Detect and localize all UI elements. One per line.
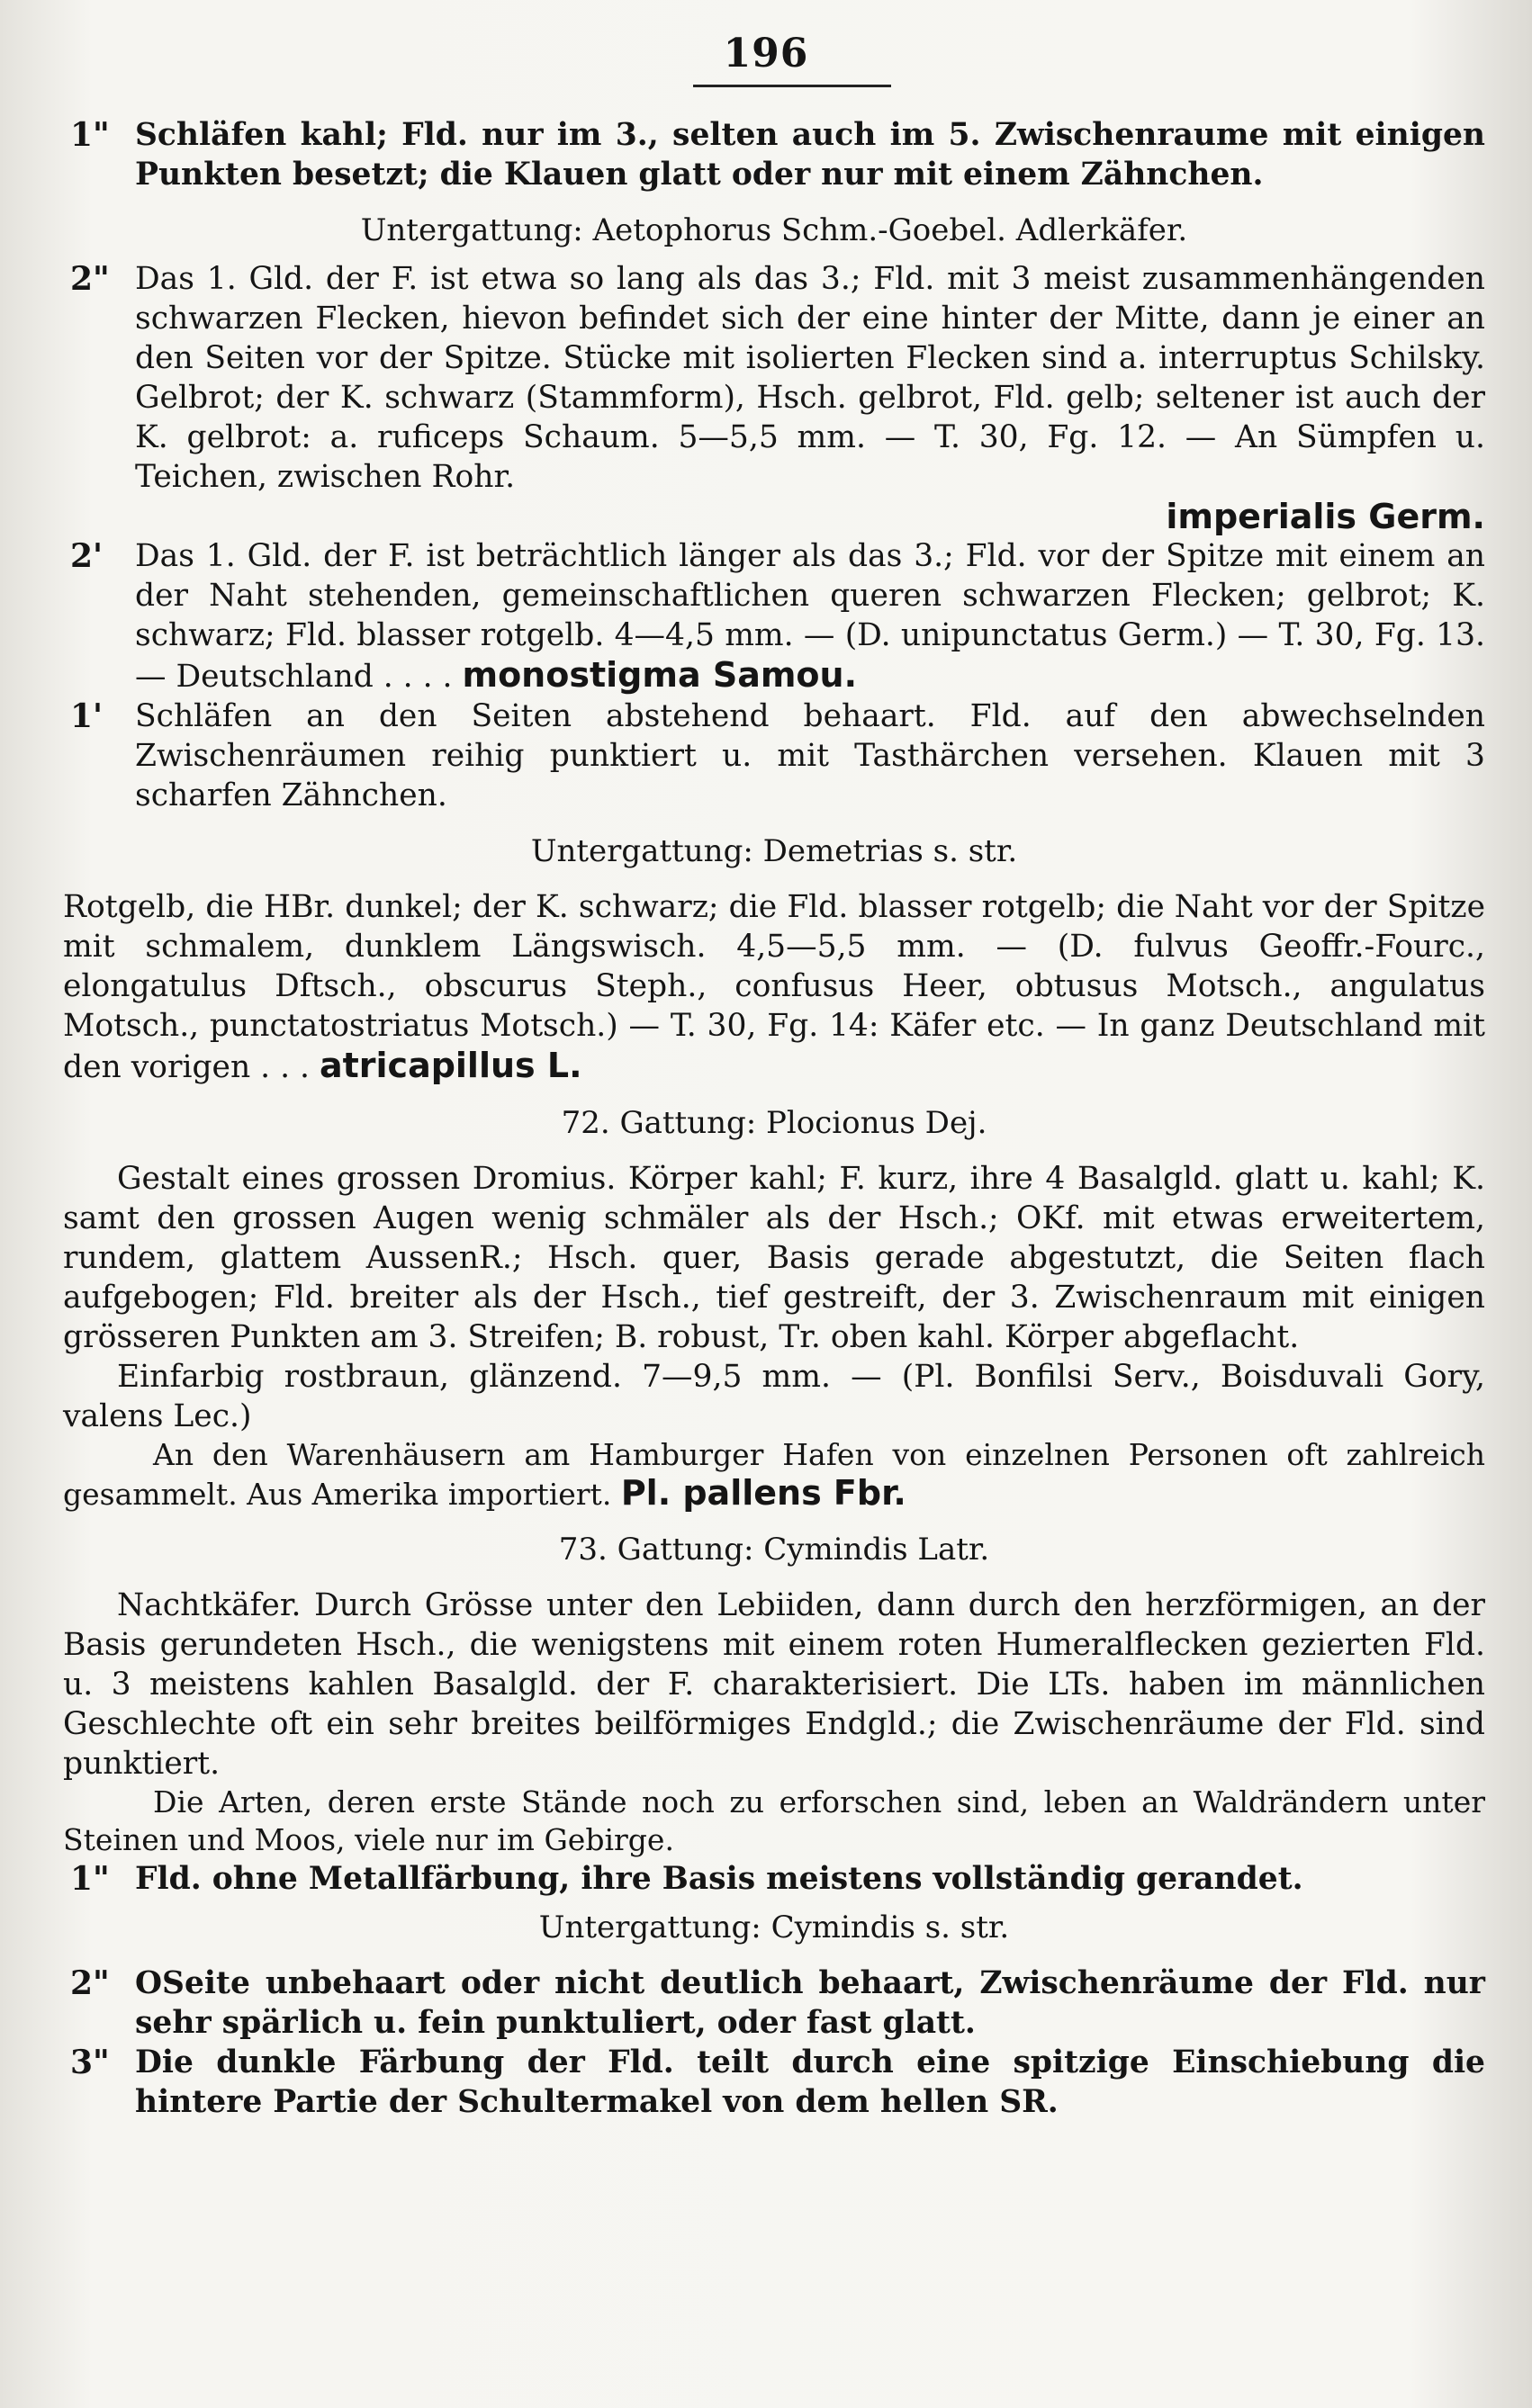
subgenus-heading-demetrias: Untergattung: Demetrias s. str. [530, 833, 1018, 869]
plocionus-species-description: Einfarbig rostbraun, glänzend. 7—9,5 mm. — (Pl. Bonfilsi Serv., Boisduvali Gory, valens Lec.) [63, 1359, 1485, 1434]
subgenus-heading-cymindis: Untergattung: Cymindis s. str. [538, 1909, 1010, 1945]
species-name: imperialis Germ. [1166, 497, 1485, 536]
couplet-number: 1" [70, 1860, 110, 1898]
genus-heading-73: 73. Gattung: Cymindis Latr. [558, 1532, 990, 1568]
key-couplet-c3pp [63, 2043, 1485, 2122]
genus-heading-72: 72. Gattung: Plocionus Dej. [561, 1105, 987, 1141]
species-name: monostigma Samou. [462, 655, 858, 695]
key-couplet-c1pp [63, 1859, 1485, 1899]
couplet-number: 2" [70, 1964, 110, 2002]
key-couplet-1pp [63, 115, 1485, 194]
key-couplet-1p [63, 696, 1485, 815]
couplet-text: Das 1. Gld. der F. ist beträchtlich länger als das 3.; Fld. vor der Spitze mit einem an der Naht stehenden, gemeinschaftlichen queren schwarzen Flecken; gelbrot; K. schwarz; Fld. blasser rotgelb. 4—4,5 mm. — (D. unipunctatus Germ.) — T. 30, Fg. 13. — Deutschland . . . . [135, 538, 1485, 695]
couplet-text: Fld. ohne Metallfärbung, ihre Basis meistens vollständig gerandet. [135, 1861, 1303, 1897]
couplet-number: 1" [70, 116, 110, 154]
description-text: Rotgelb, die HBr. dunkel; der K. schwarz; die Fld. blasser rotgelb; die Naht vor der Spitze mit schmalem, dunklem Längswisch. 4,5—5,5 mm. — (D. fulvus Geoffr.-Fourc., elongatulus Dftsch., obscurus Steph., confusus Heer, obtusus Motsch., angulatus Motsch., punctatostriatus Motsch.) — T. 30, Fg. 14: Käfer etc. — In ganz Deutschland mit den vorigen . . . [63, 889, 1485, 1085]
couplet-number: 1' [70, 697, 104, 735]
header-rule [693, 85, 891, 87]
couplet-text: Die dunkle Färbung der Fld. teilt durch eine spitzige Einschiebung die hintere Partie der Schultermakel von dem hellen SR. [135, 2044, 1485, 2120]
plocionus-description: Gestalt eines grossen Dromius. Körper kahl; F. kurz, ihre 4 Basalgld. glatt u. kahl; K. samt den grossen Augen wenig schmäler als der Hsch.; OKf. mit etwas erweitertem, rundem, glattem AussenR.; Hsch. quer, Basis gerade abgestutzt, die Seiten flach aufgebogen; Fld. breiter als der Hsch., tief gestreift, der 3. Zwischenraum mit einigen grösseren Punkten am 3. Streifen; B. robust, Tr. oben kahl. Körper abgeflacht. [63, 1161, 1485, 1355]
cymindis-note: Die Arten, deren erste Stände noch zu erforschen sind, leben an Waldrändern unter Steinen und Moos, viele nur im Gebirge. [63, 1784, 1485, 1857]
subgenus-heading-aetophorus: Untergattung: Aetophorus Schm.-Goebel. Adlerkäfer. [360, 212, 1188, 248]
page-number: 196 [723, 31, 809, 76]
species-name: Pl. pallens Fbr. [620, 1473, 906, 1513]
key-couplet-2p [63, 536, 1485, 696]
demetrias-description [63, 887, 1485, 1087]
couplet-number: 3" [70, 2044, 110, 2081]
couplet-text: OSeite unbehaart oder nicht deutlich behaart, Zwischenräume der Fld. nur sehr spärlich u. fein punktuliert, oder fast glatt. [135, 1965, 1485, 2041]
couplet-number: 2' [70, 537, 104, 575]
couplet-text: Das 1. Gld. der F. ist etwa so lang als das 3.; Fld. mit 3 meist zusammenhängenden schwarzen Flecken, hievon befindet sich der eine hinter der Mitte, dann je einer an den Seiten vor der Spitze. Stücke mit isolierten Flecken sind a. interruptus Schilsky. Gelbrot; der K. schwarz (Stammform), Hsch. gelbrot, Fld. gelb; seltener ist auch der K. gelbrot: a. ruficeps Schaum. 5—5,5 mm. — T. 30, Fg. 12. — An Sümpfen u. Teichen, zwischen Rohr. [135, 261, 1485, 495]
note-text: An den Warenhäusern am Hamburger Hafen von einzelnen Personen oft zahlreich gesammelt. Aus Amerika importiert. [63, 1437, 1485, 1512]
couplet-text: Schläfen an den Seiten abstehend behaart. Fld. auf den abwechselnden Zwischenräumen reihig punktiert u. mit Tasthärchen versehen. Klauen mit 3 scharfen Zähnchen. [135, 698, 1485, 813]
page-content [63, 115, 1485, 2122]
couplet-text: Schläfen kahl; Fld. nur im 3., selten auch im 5. Zwischenraume mit einigen Punkten besetzt; die Klauen glatt oder nur mit einem Zähnchen. [135, 117, 1485, 193]
couplet-number: 2" [70, 260, 110, 298]
key-couplet-c2pp [63, 1963, 1485, 2043]
key-couplet-2pp [63, 259, 1485, 536]
plocionus-note [63, 1436, 1485, 1514]
cymindis-description: Nachtkäfer. Durch Grösse unter den Lebiiden, dann durch den herzförmigen, an der Basis gerundeten Hsch., die wenigstens mit einem roten Humeralflecken gezierten Fld. u. 3 meistens kahlen Basalgld. der F. charakterisiert. Die LTs. haben im männlichen Geschlechte oft ein sehr breites beilförmiges Endgld.; die Zwischenräume der Fld. sind punktiert. [63, 1587, 1485, 1782]
species-name: atricapillus L. [319, 1046, 582, 1085]
